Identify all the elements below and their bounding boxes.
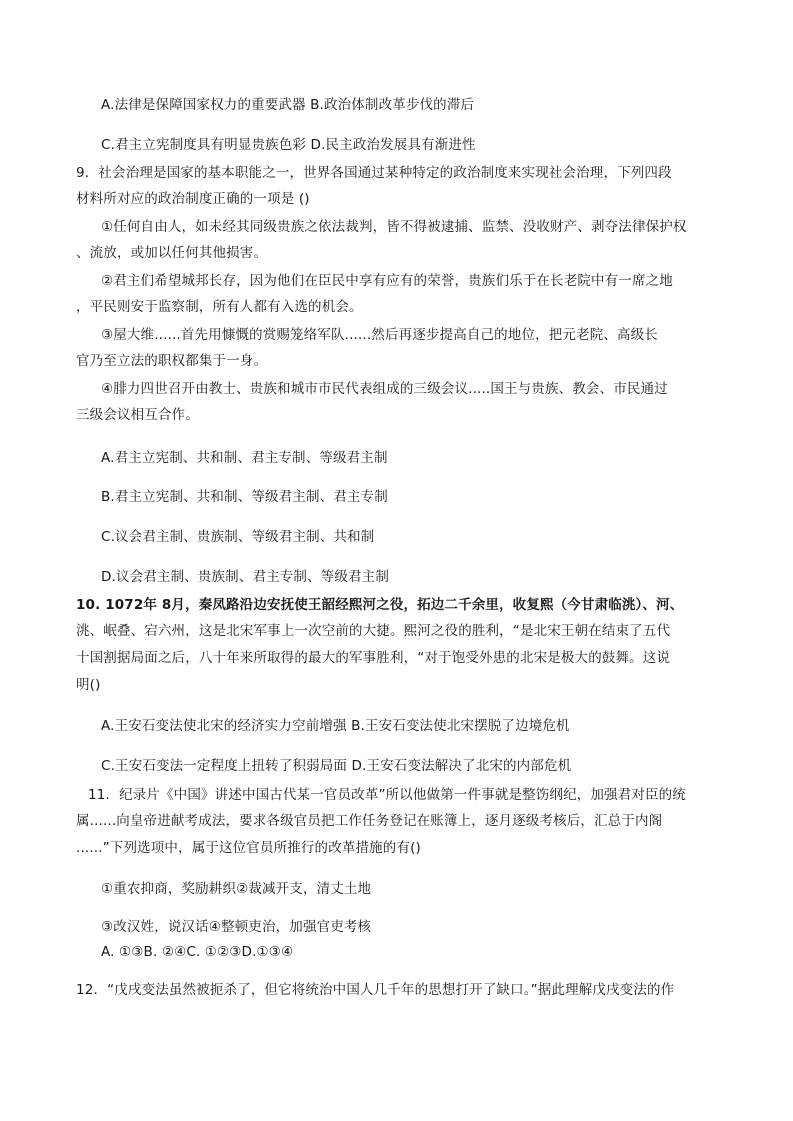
q9-material-3-line-2: 官乃至立法的职权都集于一身。 bbox=[76, 353, 268, 369]
q11-item-1-2: ①重农抑商，奖励耕织②裁减开支，清丈土地 bbox=[101, 881, 372, 897]
q9-stem-line-1: 9．社会治理是国家的基本职能之一，世界各国通过某种特定的政治制度来实现社会治理，下列四段 bbox=[76, 165, 672, 181]
q9-option-b: B.君主立宪制、共和制、等级君主制、君主专制 bbox=[101, 489, 388, 505]
q9-material-4-line-2: 三级会议相互合作。 bbox=[76, 407, 199, 423]
q11-stem-line-3: ......”下列选项中，属于这位官员所推行的改革措施的有() bbox=[76, 840, 421, 856]
q9-option-d: D.议会君主制、贵族制、君主专制、等级君主制 bbox=[101, 569, 389, 585]
q9-material-1-line-1: ①任何自由人，如未经其同级贵族之依法裁判，皆不得被逮捕、监禁、没收财产、剥夺法律保护权 bbox=[101, 219, 687, 235]
q10-stem-line-2: 洮、岷叠、宕六州，这是北宋军事上一次空前的大捷。熙河之役的胜利，“是北宋王朝在结束了五代 bbox=[76, 623, 671, 639]
q9-option-a: A.君主立宪制、共和制、君主专制、等级君主制 bbox=[101, 450, 388, 466]
q11-options: A. ①③B. ②④C. ①②③D.①③④ bbox=[101, 944, 294, 960]
q8-option-ab: A.法律是保障国家权力的重要武器 B.政治体制改革步伐的滞后 bbox=[101, 97, 475, 113]
q9-option-c: C.议会君主制、贵族制、等级君主制、共和制 bbox=[101, 529, 375, 545]
q10-option-cd: C.王安石变法一定程度上扭转了积弱局面 D.王安石变法解决了北宋的内部危机 bbox=[101, 758, 572, 774]
q11-item-3-4: ③改汉姓，说汉话④整顿吏治，加强官吏考核 bbox=[101, 919, 372, 935]
q9-stem-line-2: 材料所对应的政治制度正确的一项是 () bbox=[76, 191, 310, 207]
q9-material-3-line-1: ③屋大维......首先用慷慨的赏赐笼络军队......然后再逐步提高自己的地位，把元老院、高级长 bbox=[101, 327, 658, 343]
q11-stem-line-2: 属......向皇帝进献考成法，要求各级官员把工作任务登记在账簿上，逐月逐级考核后，汇总于内阁 bbox=[76, 813, 663, 829]
q11-stem-line-1: 11．纪录片《中国》讲述中国古代某一官员改革”所以他做第一件事就是整饬纲纪，加强君对臣的统 bbox=[88, 787, 686, 803]
q10-stem-line-4: 明() bbox=[76, 677, 101, 693]
q9-material-4-line-1: ④腓力四世召开由教士、贵族和城市市民代表组成的三级会议.....国王与贵族、教会、市民通过 bbox=[101, 381, 668, 397]
q9-material-1-line-2: 、流放，或加以任何其他损害。 bbox=[76, 245, 268, 261]
q10-stem-line-1: 10. 1072年 8月，秦凤路沿边安抚使王韶经熙河之役，拓边二千余里，收复熙（今甘肃临洮）、河、 bbox=[76, 597, 684, 613]
q12-stem-line-1: 12．“戊戌变法虽然被扼杀了，但它将统治中国人几千年的思想打开了缺口。”据此理解戊戌变法的作 bbox=[76, 982, 675, 998]
q9-material-2-line-2: ，平民则安于监察制，所有人都有入选的机会。 bbox=[76, 299, 363, 315]
q10-option-ab: A.王安石变法使北宋的经济实力空前增强 B.王安石变法使北宋摆脱了边境危机 bbox=[101, 718, 570, 734]
q8-option-cd: C.君主立宪制度具有明显贵族色彩 D.民主政治发展具有渐进性 bbox=[101, 137, 476, 153]
q10-stem-line-3: 十国割据局面之后，八十年来所取得的最大的军事胜利，“对于饱受外患的北宋是极大的鼓舞。这说 bbox=[76, 650, 671, 666]
q9-material-2-line-1: ②君主们希望城邦长存，因为他们在臣民中享有应有的荣誉，贵族们乐于在长老院中有一席之地 bbox=[101, 273, 673, 289]
